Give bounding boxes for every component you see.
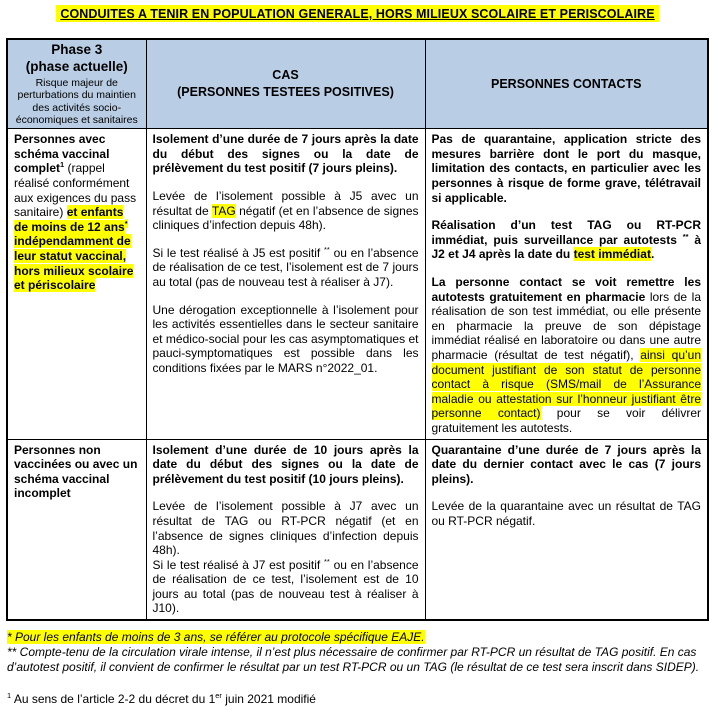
paragraph [14, 132, 140, 293]
footnotes-section [7, 630, 708, 707]
cas-title: CAS [272, 68, 299, 83]
text-segment: Levée de l’isolement possible à J5 avec un résultat de [152, 189, 419, 218]
text-segment: ou en l’absence de réalisation de ce test, l’isolement est de 7 jours au total (pas de nouveau test à réaliser à J7). [152, 245, 419, 289]
text-segment: négatif (et en l’absence de signes cliniques d’infection depuis 48h). [152, 203, 419, 233]
paragraph [14, 443, 140, 501]
footnote-asterisks [7, 630, 708, 676]
highlighted-text: * [124, 218, 128, 228]
text-segment: er [215, 690, 222, 700]
conduites-table [6, 38, 709, 621]
paragraph [153, 189, 419, 233]
text-segment: Personnes non vaccinées ou avec un schéma vaccinal incomplet [14, 442, 138, 501]
text-segment: ** [324, 556, 330, 566]
text-segment: ** [682, 231, 689, 241]
text-segment: La personne contact se voit remettre les autotests gratuitement en pharmacie [431, 275, 701, 304]
text-segment: Levée de l’isolement possible à J7 avec un résultat de TAG ou RT-PCR négatif (et en l’absence de signes cliniques d’infection depuis 48h). [152, 499, 419, 558]
text-segment: . [650, 247, 655, 262]
paragraph [7, 692, 708, 707]
text-segment: ** [324, 244, 330, 254]
paragraph [432, 218, 702, 262]
text-segment: ** Compte-tenu de la circulation virale intense, il n’est plus nécessaire de confirmer par RT-PCR un résultat de TAG positif. En cas d’autotest positif, il convient de confirmer le résultat par un test RT-PCR ou un TAG (le résultat de ce test sera inscrit dans SIDEP). [7, 645, 700, 675]
text-segment: à J2 et J4 après la date du [431, 232, 701, 262]
paragraph [153, 132, 419, 176]
phase-subtitle: (phase actuelle) [25, 58, 128, 74]
text-segment: Réalisation d’un test TAG ou RT-PCR immédiat, puis surveillance par autotests [431, 218, 701, 247]
text-segment: Isolement d’une durée de 7 jours après la date du début des signes ou la date de prélèvement du test positif (7 jours pleins). [152, 132, 419, 176]
paragraph [7, 630, 708, 645]
text-segment: juin 2021 modifié [221, 691, 316, 706]
table-row-unvaccinated [7, 439, 708, 620]
cell-contacts-vaccinated [425, 129, 708, 439]
column-header-contacts [425, 39, 708, 129]
contacts-title: PERSONNES CONTACTS [491, 76, 642, 91]
cell-contacts-unvaccinated [425, 439, 708, 620]
text-segment: Isolement d’une durée de 10 jours après la date du début des signes ou la date de prélèvement du test positif (10 jours pleins). [152, 442, 419, 486]
cell-population-vaccinated [7, 129, 146, 439]
cas-subtitle: (PERSONNES TESTEES POSITIVES) [177, 85, 394, 100]
text-segment: pour se voir délivrer gratuitement les autotests. [431, 406, 701, 435]
highlighted-text: test immédiat [573, 247, 651, 262]
table-row-vaccinated [7, 129, 708, 439]
paragraph [432, 275, 702, 436]
paragraph [153, 443, 419, 487]
text-segment: Pas de quarantaine, application stricte des mesures barrière dont le port du masque, limitation des contacts, en particulier avec les personnes à risque de forme grave, télétravail si applicable. [431, 132, 701, 205]
cell-population-unvaccinated [7, 439, 146, 620]
text-segment: Au sens de l’article 2-2 du décret du 1 [11, 691, 216, 706]
highlighted-text: TAG [211, 203, 236, 218]
text-segment: 1 [7, 690, 12, 700]
paragraph [153, 499, 419, 557]
paragraph [432, 499, 702, 528]
page-title: CONDUITES A TENIR EN POPULATION GENERALE, HORS MILIEUX SCOLAIRE ET PERISCOLAIRE [56, 5, 658, 22]
paragraph [153, 246, 419, 290]
phase-description: Risque majeur de perturbations du maintien des activités socio-économiques et sanitaires [15, 76, 138, 126]
cell-cas-unvaccinated [146, 439, 425, 620]
text-segment: Levée de la quarantaine avec un résultat de TAG ou RT-PCR négatif. [431, 499, 701, 528]
paragraph [153, 558, 419, 616]
highlighted-text: et enfants de moins de 12 ans [14, 205, 125, 234]
text-segment: Quarantaine d’une durée de 7 jours après la date du dernier contact avec le cas (7 jours pleins). [431, 442, 701, 486]
text-segment: Une dérogation exceptionnelle à l’isolement pour les activités essentielles dans le secteur sanitaire et médico-social pour les cas asymptomatiques et pauci-symptomatiques est possible dans les conditions fixées par le MARS n°2022_01. [152, 302, 419, 375]
paragraph [153, 303, 419, 376]
document-header [0, 0, 715, 23]
text-segment: Si le test réalisé à J5 est positif [152, 245, 325, 260]
text-segment: 1 [60, 160, 65, 170]
highlighted-text: indépendamment de leur statut vaccinal, hors milieux scolaire et périscolaire [14, 234, 134, 293]
column-header-phase [7, 39, 146, 129]
text-segment: (rappel réalisé conformément aux exigences du pass sanitaire) [14, 161, 137, 220]
phase-title: Phase 3 [51, 42, 103, 57]
highlighted-text: ainsi qu’un document justifiant de son statut de personne contact à risque (SMS/mail de l’Assurance maladie ou attestation sur l’honneur justifiant être personne contact) [431, 347, 702, 421]
text-segment: ou en l’absence de réalisation de ce test, l’isolement est de 10 jours au total (pas de nouveau test à réaliser à J10). [152, 557, 419, 616]
highlighted-text: * Pour les enfants de moins de 3 ans, se référer au protocole spécifique EAJE. [7, 630, 425, 645]
paragraph [7, 645, 708, 675]
paragraph [432, 443, 702, 487]
table-header-row [7, 39, 708, 129]
text-segment: Si le test réalisé à J7 est positif [152, 557, 325, 572]
column-header-cas [146, 39, 425, 129]
text-segment: Personnes avec schéma vaccinal complet [14, 132, 110, 176]
cell-cas-vaccinated [146, 129, 425, 439]
footnote-decree [7, 692, 708, 707]
paragraph [432, 132, 702, 205]
text-segment: lors de la réalisation de son test immédiat, ou elle présente en pharmacie la preuve de son dépistage immédiat réalisé en laboratoire ou dans une autre pharmacie (résultat de test négatif), [431, 289, 701, 362]
